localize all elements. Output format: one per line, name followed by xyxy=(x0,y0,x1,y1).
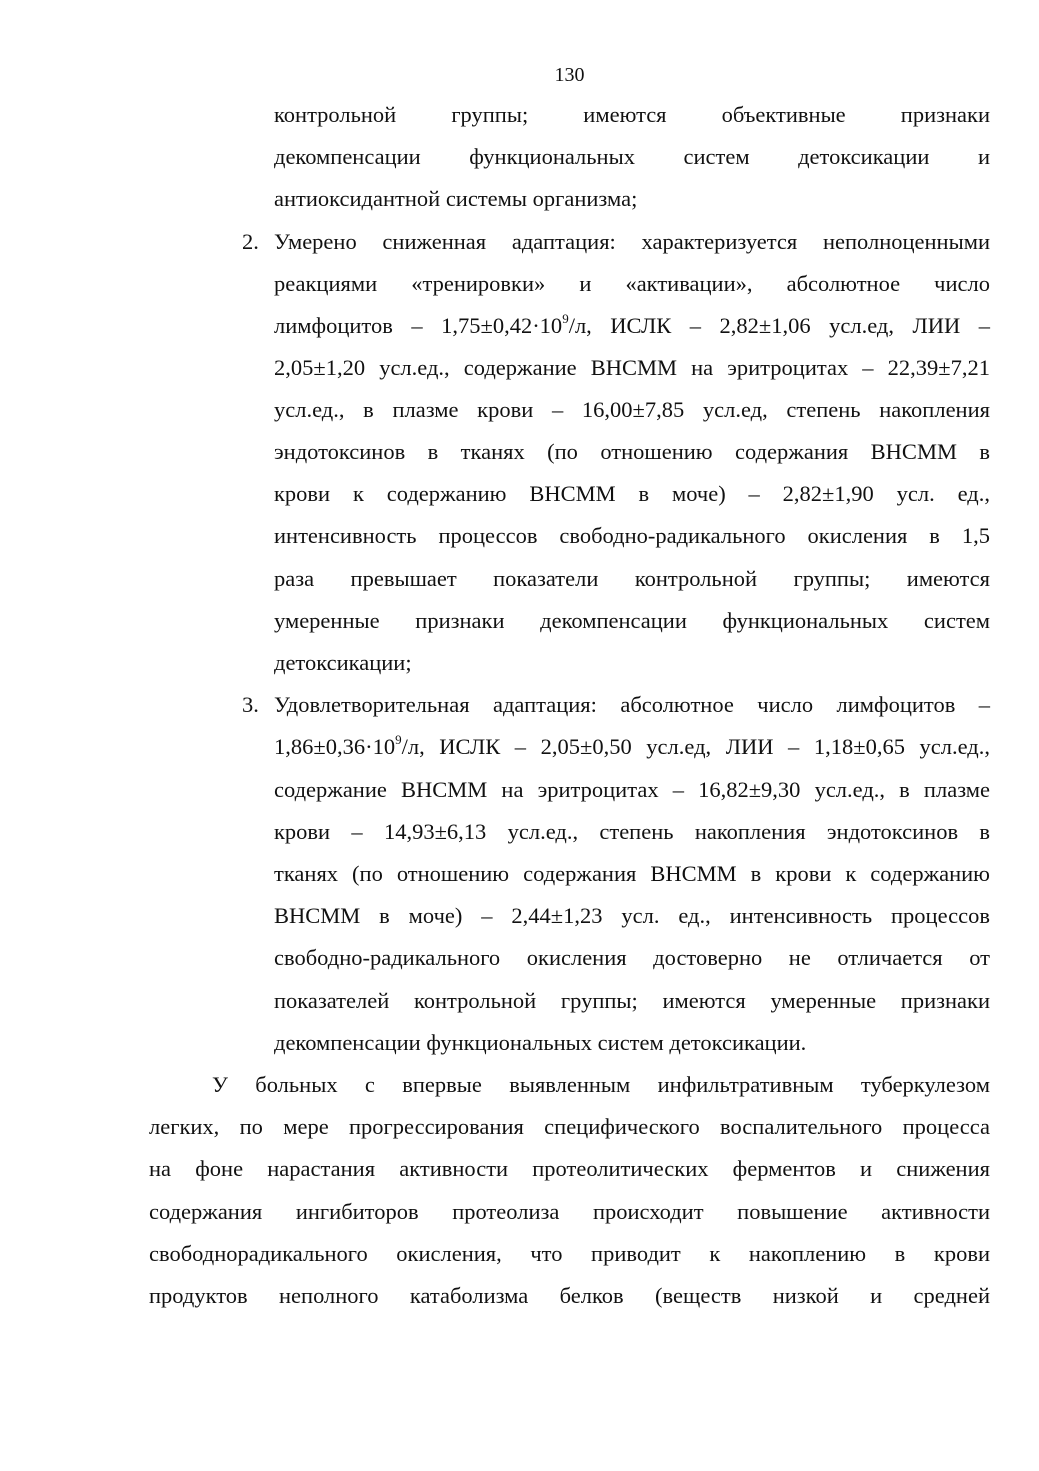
paragraph-line: легких, по мере прогрессирования специфического воспалительного процесса xyxy=(149,1114,990,1139)
line-part: /л, ИСЛК – 2,05±0,50 усл.ед, ЛИИ – 1,18±0,65 усл.ед., xyxy=(401,734,990,759)
paragraph-line: содержания ингибиторов протеолиза происходит повышение активности xyxy=(149,1199,990,1224)
list-item-line: интенсивность процессов свободно-радикального окисления в 1,5 xyxy=(274,523,990,548)
list-item-line: 2,05±1,20 усл.ед., содержание ВНСММ на эритроцитах – 22,39±7,21 xyxy=(274,355,990,380)
paragraph-line: на фоне нарастания активности протеолитических ферментов и снижения xyxy=(149,1156,990,1181)
list-item-line: свободно-радикального окисления достоверно не отличается от xyxy=(274,945,990,970)
list-item-line xyxy=(274,312,990,340)
continuation-line: антиоксидантной системы организма; xyxy=(274,186,638,211)
line-part: /л, ИСЛК – 2,82±1,06 усл.ед, ЛИИ – xyxy=(568,313,990,338)
list-item-line: тканях (по отношению содержания ВНСММ в крови к содержанию xyxy=(274,861,990,886)
list-item-line: детоксикации; xyxy=(274,650,412,675)
list-item-line: Удовлетворительная адаптация: абсолютное число лимфоцитов – xyxy=(274,692,990,717)
continuation-line: контрольной группы; имеются объективные признаки xyxy=(274,102,990,127)
list-marker: 3. xyxy=(242,692,259,717)
list-item-line: содержание ВНСММ на эритроцитах – 16,82±9,30 усл.ед., в плазме xyxy=(274,777,990,802)
page-number: 130 xyxy=(554,64,585,86)
paragraph-line: У больных с впервые выявленным инфильтративным туберкулезом xyxy=(212,1072,990,1097)
continuation-line: декомпенсации функциональных систем детоксикации и xyxy=(274,144,990,169)
list-item-line: декомпенсации функциональных систем детоксикации. xyxy=(274,1030,807,1055)
paragraph-line: свободнорадикального окисления, что приводит к накоплению в крови xyxy=(149,1241,990,1266)
list-item-line: усл.ед., в плазме крови – 16,00±7,85 усл.ед, степень накопления xyxy=(274,397,990,422)
list-item-line: умеренные признаки декомпенсации функциональных систем xyxy=(274,608,990,633)
superscript: 9 xyxy=(562,311,569,326)
line-part: лимфоцитов – 1,75±0,42·10 xyxy=(274,313,563,338)
list-item-line: крови – 14,93±6,13 усл.ед., степень накопления эндотоксинов в xyxy=(274,819,990,844)
paragraph-line: продуктов неполного катаболизма белков (веществ низкой и средней xyxy=(149,1283,990,1308)
list-item-line: эндотоксинов в тканях (по отношению содержания ВНСММ в xyxy=(274,439,990,464)
list-item-line: реакциями «тренировки» и «активации», абсолютное число xyxy=(274,271,990,296)
list-item-line: Умерено сниженная адаптация: характеризуется неполноценными xyxy=(274,229,990,254)
list-marker: 2. xyxy=(242,229,259,254)
list-item-line xyxy=(274,733,990,761)
list-item-line: показателей контрольной группы; имеются умеренные признаки xyxy=(274,988,990,1013)
list-item-line: ВНСММ в моче) – 2,44±1,23 усл. ед., интенсивность процессов xyxy=(274,903,990,928)
list-item-line: крови к содержанию ВНСММ в моче) – 2,82±1,90 усл. ед., xyxy=(274,481,990,506)
line-part: 1,86±0,36·10 xyxy=(274,734,396,759)
superscript: 9 xyxy=(395,732,402,747)
list-item-line: раза превышает показатели контрольной группы; имеются xyxy=(274,566,990,591)
